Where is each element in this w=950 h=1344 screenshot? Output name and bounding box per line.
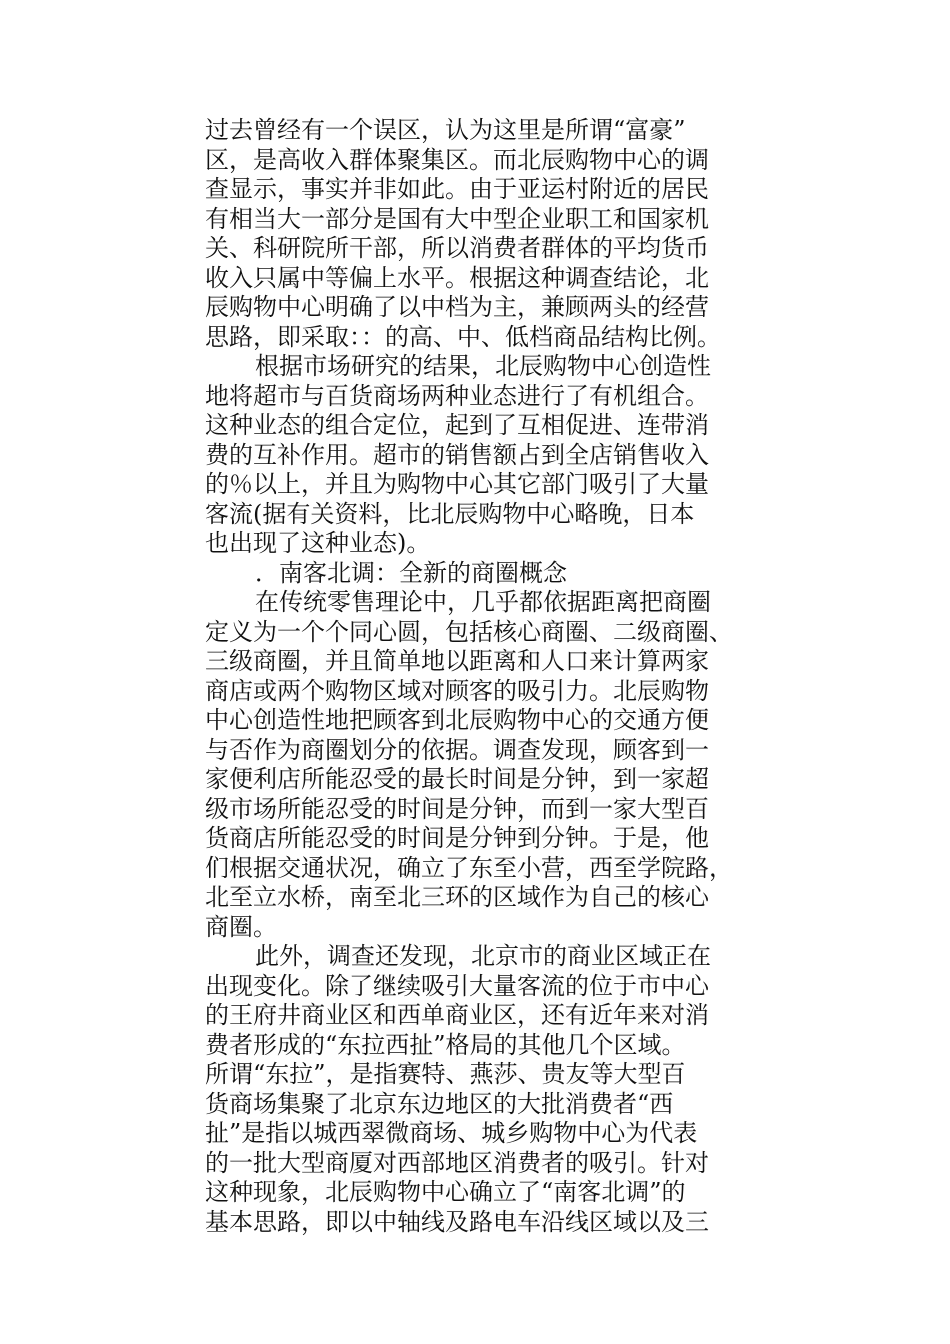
text-line: 基本思路，即以中轴线及路电车沿线区域以及三 (205, 1207, 709, 1236)
text-line: 中心创造性地把顾客到北辰购物中心的交通方便 (205, 706, 709, 734)
text-line: 货商场集聚了北京东边地区的大批消费者“西 (205, 1089, 674, 1118)
text-line: 定义为一个个同心圆，包括核心商圈、二级商圈、 (205, 617, 733, 646)
text-line: 们根据交通状况，确立了东至小营，西至学院路， (205, 853, 733, 882)
text-line: 所谓“东拉”，是指赛特、燕莎、贵友等大型百 (205, 1060, 686, 1088)
text-line: 辰购物中心明确了以中档为主，兼顾两头的经营 (205, 293, 709, 321)
text-line: 根据市场研究的结果，北辰购物中心创造性 (255, 352, 711, 380)
text-line: 过去曾经有一个误区，认为这里是所谓“富豪” (205, 116, 686, 144)
text-line: 出现变化。除了继续吸引大量客流的位于市中心 (205, 971, 709, 1000)
text-line: 北至立水桥，南至北三环的区域作为自己的核心 (205, 883, 709, 911)
text-line: 商圈。 (205, 912, 277, 941)
text-line: 收入只属中等偏上水平。根据这种调查结论，北 (205, 263, 709, 292)
text-line: 的王府井商业区和西单商业区，还有近年来对消 (205, 1001, 709, 1029)
text-line: 查显示，事实并非如此。由于亚运村附近的居民 (205, 175, 709, 203)
text-line: 费的互补作用。超市的销售额占到全店销售收入 (205, 440, 709, 469)
text-line: 家便利店所能忍受的最长时间是分钟，到一家超 (205, 765, 709, 793)
text-line: 这种业态的组合定位，起到了互相促进、连带消 (205, 411, 709, 439)
text-line: 费者形成的“东拉西扯”格局的其他几个区域。 (205, 1030, 686, 1059)
text-line: 客流(据有关资料，比北辰购物中心略晚，日本 (205, 499, 695, 528)
text-line: ．南客北调：全新的商圈概念 (255, 558, 567, 587)
text-line: 也出现了这种业态)。 (205, 529, 431, 557)
text-line: 有相当大一部分是国有大中型企业职工和国家机 (205, 204, 709, 233)
text-line: 级市场所能忍受的时间是分钟，而到一家大型百 (205, 794, 709, 823)
text-line: 与否作为商圈划分的依据。调查发现，顾客到一 (205, 735, 709, 764)
text-line: 商店或两个购物区域对顾客的吸引力。北辰购物 (205, 676, 709, 705)
text-line: 的％以上，并且为购物中心其它部门吸引了大量 (205, 470, 709, 498)
text-line: 在传统零售理论中，几乎都依据距离把商圈 (255, 588, 711, 616)
text-line: 思路，即采取：：的高、中、低档商品结构比例。 (205, 322, 721, 351)
text-line: 区，是高收入群体聚集区。而北辰购物中心的调 (205, 145, 709, 174)
text-line: 扯”是指以城西翠微商场、城乡购物中心为代表 (205, 1119, 698, 1147)
text-line: 地将超市与百货商场两种业态进行了有机组合。 (205, 381, 709, 410)
text-line: 这种现象，北辰购物中心确立了“南客北调”的 (205, 1178, 686, 1206)
text-line: 的一批大型商厦对西部地区消费者的吸引。针对 (205, 1148, 709, 1177)
body-text (205, 116, 765, 1237)
text-line: 关、科研院所干部，所以消费者群体的平均货币 (205, 234, 709, 262)
text-line: 三级商圈，并且简单地以距离和人口来计算两家 (205, 647, 709, 675)
text-line: 货商店所能忍受的时间是分钟到分钟。于是，他 (205, 824, 709, 852)
text-line: 此外，调查还发现，北京市的商业区域正在 (255, 942, 711, 970)
